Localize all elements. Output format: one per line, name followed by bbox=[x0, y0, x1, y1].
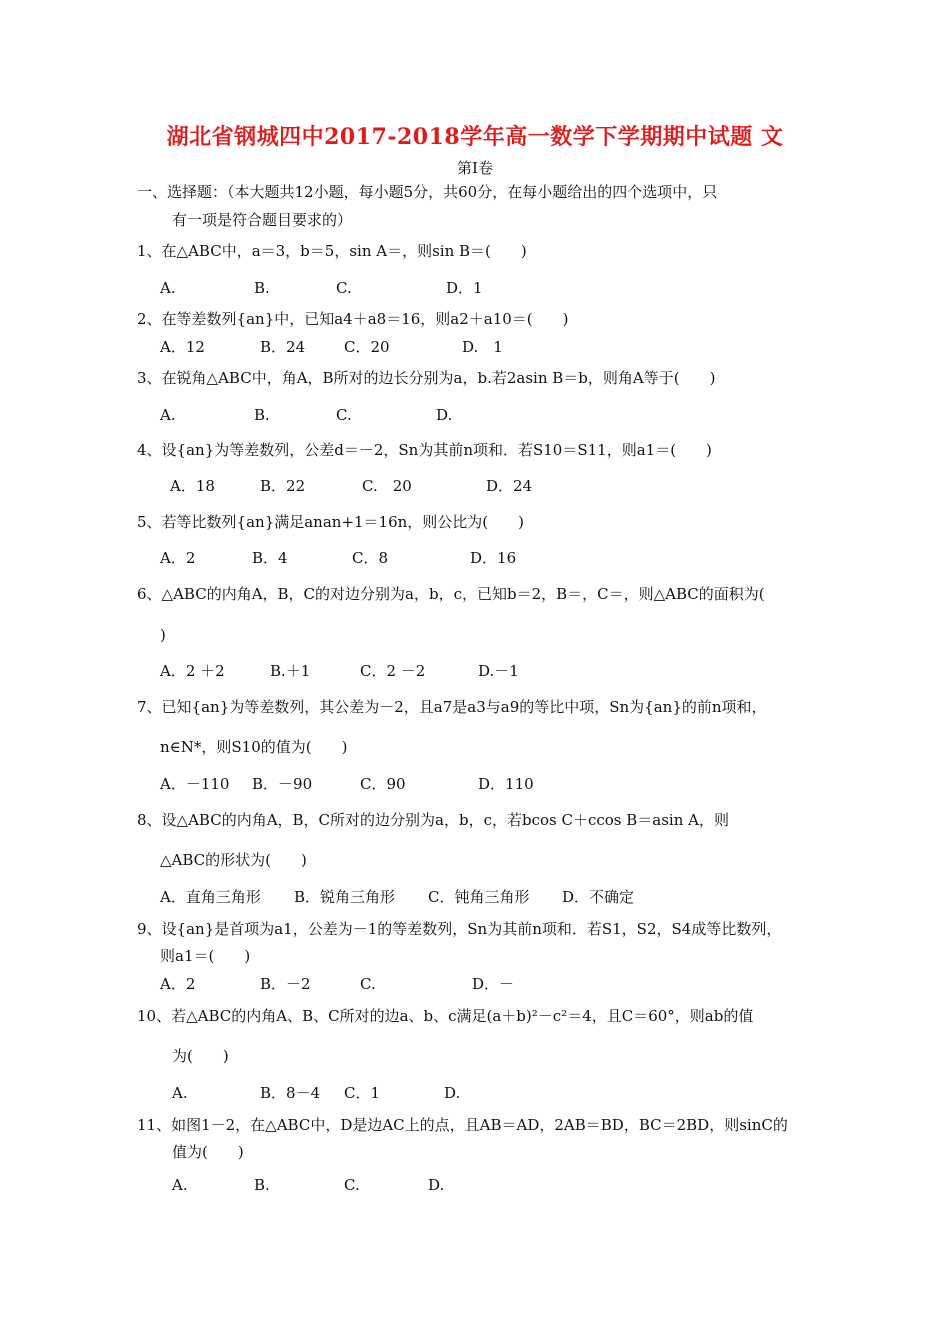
option-b: B. bbox=[254, 406, 270, 424]
option-b: B．8－4 bbox=[260, 1084, 321, 1102]
option-a: A．2 bbox=[160, 975, 196, 993]
option-c: C. bbox=[344, 1176, 360, 1194]
option-d: D.－1 bbox=[478, 662, 519, 680]
option-d: D．24 bbox=[486, 477, 533, 495]
question-8-cont: △ABC的形状为( ) bbox=[160, 851, 307, 869]
option-c: C．20 bbox=[344, 338, 390, 356]
option-c: C. bbox=[336, 279, 352, 297]
question-11: 11、如图1－2，在△ABC中，D是边AC上的点，且AB＝AD，2AB＝BD，BC＝2BD，则sinC的 bbox=[137, 1116, 788, 1134]
question-9: 9、设{an}是首项为a1，公差为－1的等差数列，Sn为其前n项和．若S1，S2，S4成等比数列， bbox=[137, 920, 782, 938]
question-4: 4、设{an}为等差数列，公差d＝－2，Sn为其前n项和．若S10＝S11，则a1＝( ) bbox=[137, 441, 712, 459]
question-10: 10、若△ABC的内角A、B、C所对的边a、b、c满足(a＋b)²－c²＝4，且C＝60°，则ab的值 bbox=[137, 1007, 754, 1025]
option-d: D. bbox=[444, 1084, 461, 1102]
option-a: A．2 bbox=[160, 549, 196, 567]
option-c: C. bbox=[336, 406, 352, 424]
question-7-cont: n∈N*，则S10的值为( ) bbox=[160, 738, 348, 756]
option-d: D．不确定 bbox=[562, 888, 635, 906]
exam-subtitle: 第Ⅰ卷 bbox=[457, 159, 493, 177]
option-d: D．110 bbox=[478, 775, 534, 793]
option-c: C．钝角三角形 bbox=[428, 888, 530, 906]
option-c: C．2 －2 bbox=[360, 662, 426, 680]
option-c: C．90 bbox=[360, 775, 406, 793]
option-a: A．18 bbox=[170, 477, 215, 495]
option-d: D. 1 bbox=[462, 338, 503, 356]
option-d: D. bbox=[428, 1176, 445, 1194]
option-a: A．直角三角形 bbox=[160, 888, 261, 906]
option-a: A. bbox=[160, 279, 176, 297]
question-3: 3、在锐角△ABC中，角A，B所对的边长分别为a，b.若2asin B＝b，则角A等于( ) bbox=[137, 369, 716, 387]
option-b: B．4 bbox=[252, 549, 288, 567]
option-b: B．－90 bbox=[252, 775, 313, 793]
option-a: A. bbox=[172, 1084, 188, 1102]
section-heading: 一、选择题：（本大题共12小题，每小题5分，共60分，在每小题给出的四个选项中，只 bbox=[137, 183, 718, 201]
option-a: A．12 bbox=[160, 338, 205, 356]
option-c: C. bbox=[360, 975, 376, 993]
question-9-cont: 则a1＝( ) bbox=[160, 947, 251, 965]
option-a: A. bbox=[172, 1176, 188, 1194]
option-b: B．22 bbox=[260, 477, 306, 495]
question-11-cont: 值为( ) bbox=[172, 1143, 244, 1161]
option-b: B. bbox=[254, 1176, 270, 1194]
option-d: D．16 bbox=[470, 549, 517, 567]
option-b: B．锐角三角形 bbox=[294, 888, 396, 906]
option-a: A．－110 bbox=[160, 775, 230, 793]
question-7: 7、已知{an}为等差数列，其公差为－2，且a7是a3与a9的等比中项，Sn为{an}的前n项和， bbox=[137, 698, 767, 716]
question-5: 5、若等比数列{an}满足anan+1＝16n，则公比为( ) bbox=[137, 513, 525, 531]
section-heading-cont: 有一项是符合题目要求的） bbox=[172, 211, 353, 229]
option-c: C．1 bbox=[344, 1084, 381, 1102]
option-c: C．8 bbox=[352, 549, 389, 567]
option-a: A．2 ＋2 bbox=[160, 662, 225, 680]
option-b: B．24 bbox=[260, 338, 306, 356]
option-b: B．－2 bbox=[260, 975, 311, 993]
option-c: C. 20 bbox=[362, 477, 412, 495]
question-8: 8、设△ABC的内角A，B，C所对的边分别为a，b，c，若bcos C＋ccos B＝asin A，则 bbox=[137, 811, 729, 829]
question-6: 6、△ABC的内角A，B，C的对边分别为a，b，c，已知b＝2，B＝，C＝，则△ABC的面积为( bbox=[137, 585, 765, 603]
question-1: 1、在△ABC中，a＝3，b＝5，sin A＝，则sin B＝( ) bbox=[137, 242, 527, 260]
exam-title: 湖北省钢城四中2017-2018学年高一数学下学期期中试题 文 bbox=[166, 124, 784, 150]
option-d: D. bbox=[436, 406, 453, 424]
option-d: D．－ bbox=[472, 975, 515, 993]
question-6-cont: ) bbox=[160, 626, 166, 644]
option-b: B. bbox=[254, 279, 270, 297]
option-d: D．1 bbox=[446, 279, 483, 297]
option-b: B.＋1 bbox=[270, 662, 311, 680]
question-2: 2、在等差数列{an}中，已知a4＋a8＝16，则a2＋a10＝( ) bbox=[137, 310, 569, 328]
question-10-cont: 为( ) bbox=[172, 1047, 229, 1065]
option-a: A. bbox=[160, 406, 176, 424]
